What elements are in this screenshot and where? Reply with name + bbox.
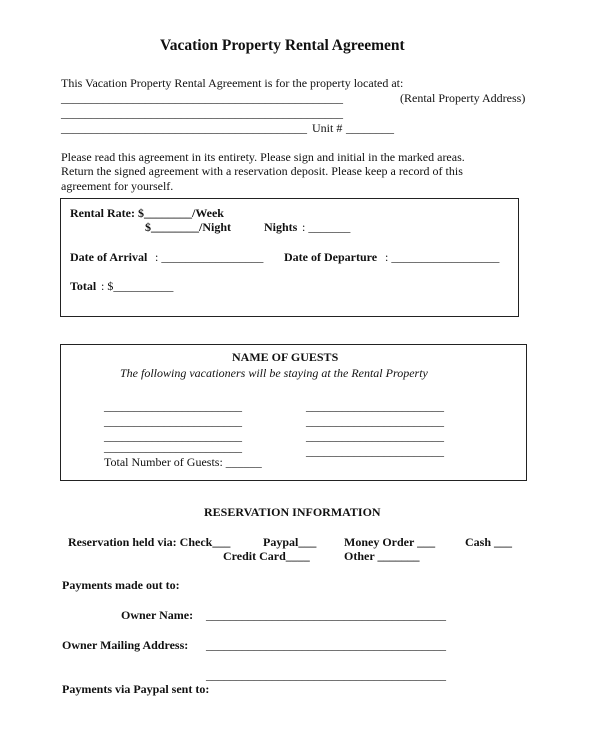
owner-address-blank-line-2[interactable]: ________________________________________ [206,668,446,682]
guest-name-blank[interactable]: _______________________ [104,429,242,443]
instruction-line-1: Please read this agreement in its entirety. Please sign and initial in the marked areas. [61,150,465,164]
instruction-line-3: agreement for yourself. [61,179,174,193]
total-label: Total [70,279,97,293]
owner-name-label: Owner Name: [121,608,194,622]
address-blank[interactable]: _______________________________________________ [61,91,343,105]
reservation-paypal: Paypal___ [263,535,317,549]
owner-address-blank[interactable]: ________________________________________ [206,638,446,652]
rental-rate-week: Rental Rate: $________/Week [70,206,224,220]
guest-name-blank[interactable]: _______________________ [104,399,242,413]
guest-name-blank[interactable]: _______________________ [306,429,444,443]
departure-label: Date of Departure [284,250,378,264]
nights-blank[interactable]: : _______ [302,220,351,234]
reservation-heading: RESERVATION INFORMATION [204,505,381,519]
guest-total: Total Number of Guests: ______ [104,455,262,469]
address-blank-line-3[interactable]: _________________________________________ [61,121,307,135]
unit-label: Unit # [312,121,343,135]
reservation-held-via-check: Reservation held via: Check___ [68,535,231,549]
guest-name-blank[interactable]: _______________________ [104,440,242,454]
rental-rate-night: $________/Night [145,220,232,234]
arrival-label: Date of Arrival [70,250,148,264]
reservation-credit-card: Credit Card____ [223,549,310,563]
departure-blank[interactable]: : __________________ [385,250,500,264]
reservation-other: Other _______ [344,549,420,563]
reservation-money-order: Money Order ___ [344,535,436,549]
guest-name-blank[interactable]: _______________________ [306,444,444,458]
guests-subheading: The following vacationers will be staying at the Rental Property [120,366,428,380]
total-blank[interactable]: : $__________ [101,279,174,293]
arrival-blank[interactable]: : _________________ [155,250,264,264]
guest-name-blank[interactable]: _______________________ [306,414,444,428]
unit-blank[interactable]: ________ [346,121,394,135]
address-blank-line-2[interactable]: _______________________________________________ [61,106,343,120]
owner-name-blank[interactable]: ________________________________________ [206,608,446,622]
nights-label: Nights [264,220,298,234]
payments-made-out-label: Payments made out to: [62,578,180,592]
intro-line: This Vacation Property Rental Agreement is for the property located at: [61,76,404,90]
guest-name-blank[interactable]: _______________________ [306,399,444,413]
instruction-line-2: Return the signed agreement with a reservation deposit. Please keep a record of this [61,164,463,178]
owner-address-label: Owner Mailing Address: [62,638,189,652]
guests-heading: NAME OF GUESTS [232,350,339,364]
paypal-payments-label: Payments via Paypal sent to: [62,682,210,696]
document-title: Vacation Property Rental Agreement [160,37,405,54]
guest-name-blank[interactable]: _______________________ [104,414,242,428]
reservation-cash: Cash ___ [465,535,513,549]
address-label: (Rental Property Address) [400,91,526,105]
